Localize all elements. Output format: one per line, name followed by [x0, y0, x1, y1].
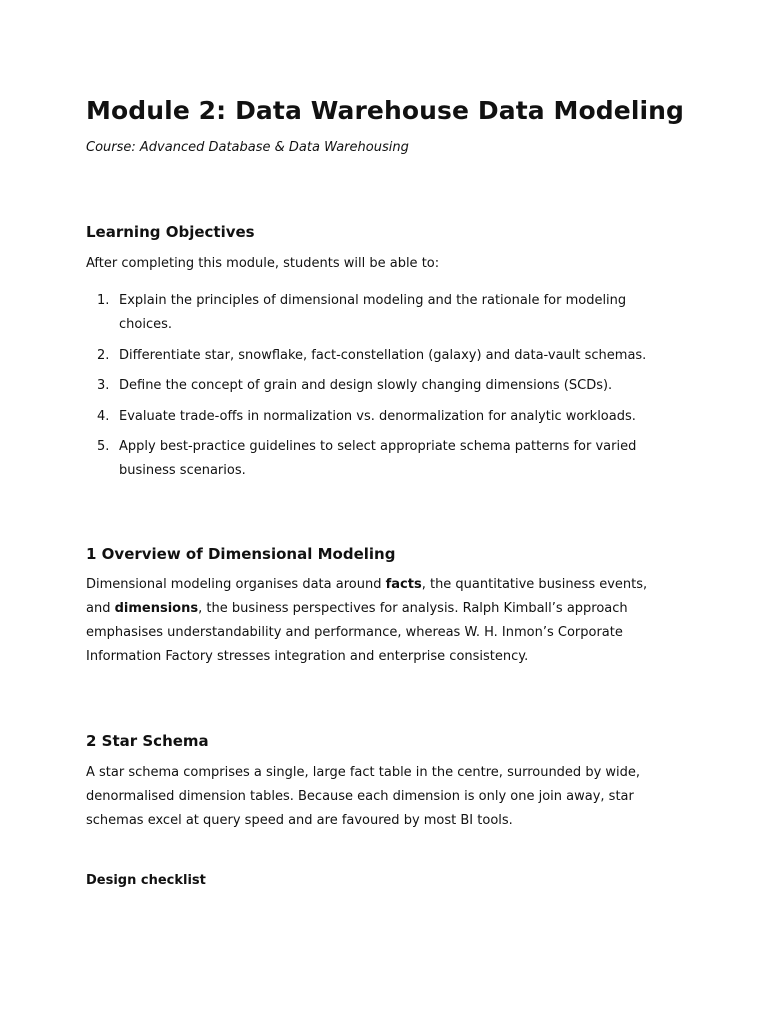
list-item-number: 1. [97, 293, 110, 308]
learning-objectives-heading: Learning Objectives [86, 223, 255, 241]
objectives-intro: After completing this module, students will be able to: [86, 256, 440, 271]
section1-text-part2: , the quantitative business events, and [86, 577, 648, 616]
list-item-number: 4. [97, 408, 110, 424]
list-item-text: Apply best-practice guidelines to select appropriate schema patterns for varied business scenarios. [119, 439, 637, 478]
list-item-text: Differentiate star, snowflake, fact-constellation (galaxy) and data-vault schemas. [119, 347, 647, 363]
list-item [86, 374, 671, 398]
list-item-text: Define the concept of grain and design slowly changing dimensions (SCDs). [119, 378, 613, 393]
document-title: Module 2: Data Warehouse Data Modeling [86, 96, 685, 125]
objectives-list [86, 289, 671, 490]
list-item [86, 405, 671, 429]
course-subtitle: Course: Advanced Database & Data Warehousing [86, 140, 409, 155]
list-item-number: 2. [97, 347, 110, 363]
design-checklist-heading: Design checklist [86, 873, 206, 888]
section1-paragraph [86, 573, 671, 669]
section1-heading: 1 Overview of Dimensional Modeling [86, 545, 396, 563]
list-item-number: 5. [97, 439, 110, 454]
list-item-text: Evaluate trade-offs in normalization vs. denormalization for analytic workloads. [119, 408, 636, 424]
section2-heading: 2 Star Schema [86, 732, 209, 750]
section2-paragraph: A star schema comprises a single, large fact table in the centre, surrounded by wide, denormalised dimension tables. Because each dimension is only one join away, star schemas excel at query speed and are favoured by most BI tools. [86, 765, 641, 828]
section1-text-part1: Dimensional modeling organises data around [86, 577, 386, 592]
list-item [86, 435, 671, 483]
list-item [86, 344, 671, 368]
list-item [86, 289, 671, 337]
section1-text-part3: , the business perspectives for analysis. Ralph Kimball’s approach emphasises understandability and performance, whereas W. H. Inmon’s Corporate Information Factory stresses integration and enterprise consistency. [86, 601, 628, 664]
list-item-text: Explain the principles of dimensional modeling and the rationale for modeling choices. [119, 293, 627, 332]
facts-term: facts [385, 577, 422, 592]
dimensions-term: dimensions [114, 601, 199, 616]
list-item-number: 3. [97, 378, 110, 393]
